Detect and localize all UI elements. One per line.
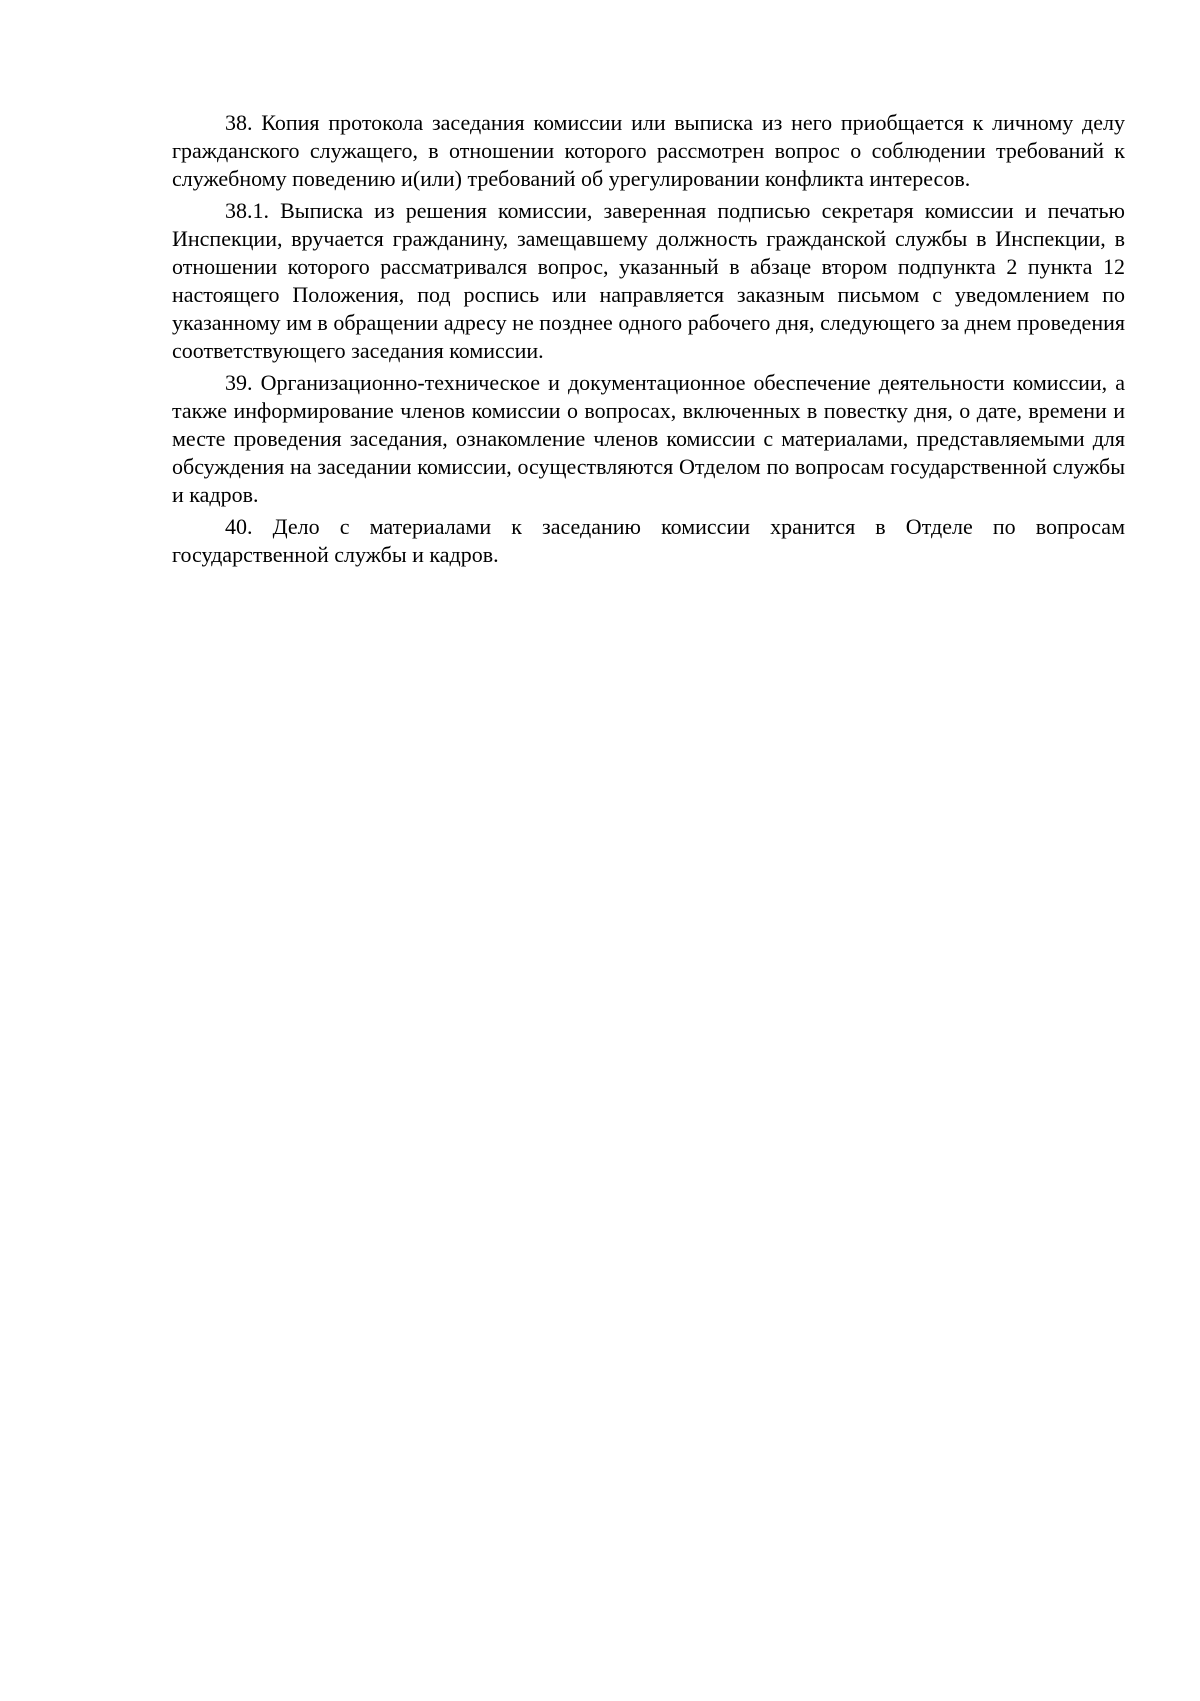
paragraph-38: 38. Копия протокола заседания комиссии или выписка из него приобщается к личному делу гражданского служащего, в отношении которого рассмотрен вопрос о соблюдении требований к служебному поведению и(или) требований об урегулировании конфликта интересов. bbox=[172, 110, 1125, 191]
document-body bbox=[172, 109, 1125, 573]
paragraph-38-1: 38.1. Выписка из решения комиссии, заверенная подписью секретаря комиссии и печатью Инспекции, вручается гражданину, замещавшему должность гражданской службы в Инспекции, в отношении которого рассматривался вопрос, указанный в абзаце втором подпункта 2 пункта 12 настоящего Положения, под роспись или направляется заказным письмом с уведомлением по указанному им в обращении адресу не позднее одного рабочего дня, следующего за днем проведения соответствующего заседания комиссии. bbox=[172, 198, 1125, 363]
paragraph-40: 40. Дело с материалами к заседанию комиссии хранится в Отделе по вопросам государственной службы и кадров. bbox=[172, 514, 1125, 567]
paragraph-39: 39. Организационно-техническое и документационное обеспечение деятельности комиссии, а также информирование членов комиссии о вопросах, включенных в повестку дня, о дате, времени и месте проведения заседания, ознакомление членов комиссии с материалами, представляемыми для обсуждения на заседании комиссии, осуществляются Отделом по вопросам государственной службы и кадров. bbox=[172, 370, 1125, 507]
